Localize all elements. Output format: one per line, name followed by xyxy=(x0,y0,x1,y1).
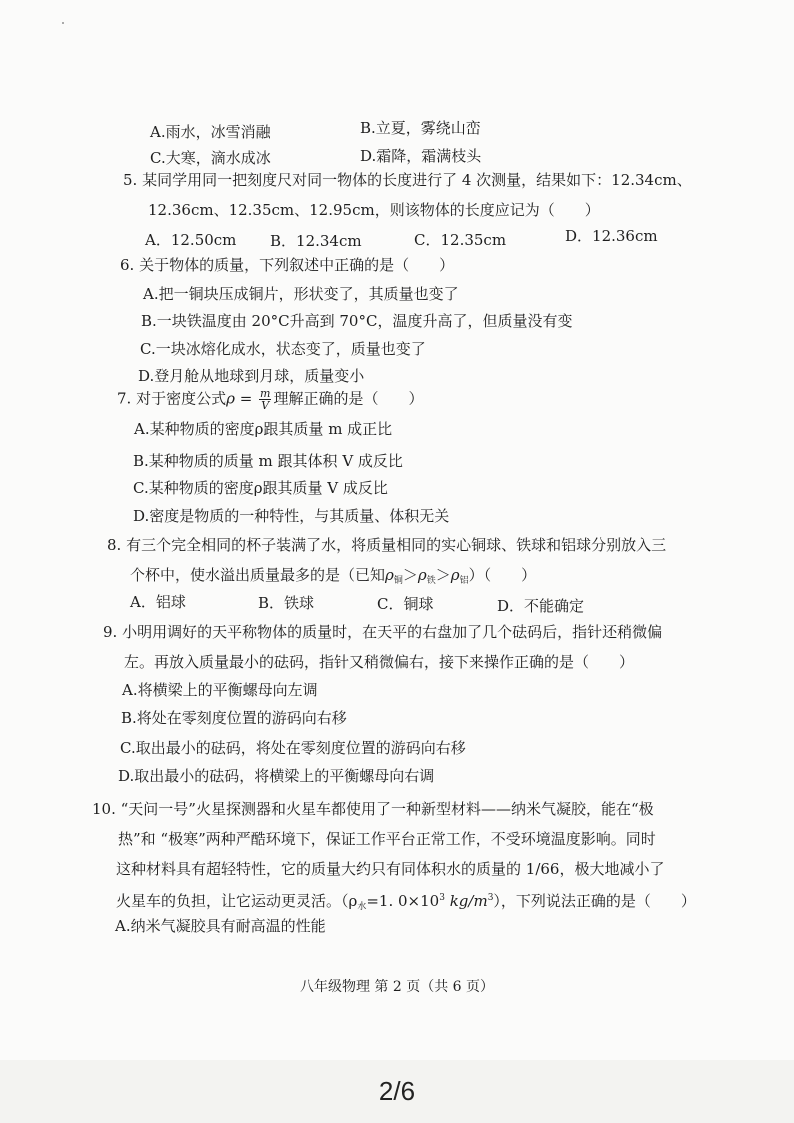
q5-stem-line1: 5. 某同学用同一把刻度尺对同一物体的长度进行了 4 次测量，结果如下：12.34cm、 xyxy=(123,171,692,189)
q9-option-d: D.取出最小的砝码，将横梁上的平衡螺母向右调 xyxy=(118,767,435,785)
q8-option-d: D．不能确定 xyxy=(497,597,585,615)
q7-fraction-numerator: m xyxy=(260,387,271,400)
q8-stem-prefix: 个杯中，使水溢出质量最多的是（已知 xyxy=(130,566,386,584)
q9-option-c: C.取出最小的砝码，将处在零刻度位置的游码向右移 xyxy=(120,739,466,757)
q8-option-a: A．铝球 xyxy=(130,593,186,611)
q8-gt-2: ＞ xyxy=(435,566,451,584)
q4-option-a: A.雨水，冰雪消融 xyxy=(150,123,271,141)
q7-option-b: B.某种物质的质量 m 跟其体积 V 成反比 xyxy=(133,452,403,470)
q8-stem-line2 xyxy=(130,565,536,591)
q10-stem-suffix: ），下列说法正确的是（ ） xyxy=(493,892,696,910)
q4-option-b: B.立夏，雾绕山峦 xyxy=(360,119,481,137)
q6-option-d: D.登月舱从地球到月球，质量变小 xyxy=(138,367,365,385)
scan-speck xyxy=(62,22,64,24)
page-footer: 八年级物理 第 2 页（共 6 页） xyxy=(299,979,495,995)
q7-fraction-denominator: V xyxy=(261,399,270,412)
q9-stem-line2: 左。再放入质量最小的砝码，指针又稍微偏右，接下来操作正确的是（ ） xyxy=(124,653,635,671)
q7-option-c: C.某种物质的密度ρ跟其质量 V 成反比 xyxy=(133,479,388,497)
q7-equals: = xyxy=(234,389,258,408)
q7-option-d: D.密度是物质的一种特性，与其质量、体积无关 xyxy=(133,507,450,525)
q10-density-exponent: 3 xyxy=(439,893,445,903)
q8-stem-line1: 8. 有三个完全相同的杯子装满了水，将质量相同的实心铜球、铁球和铝球分别放入三 xyxy=(107,536,667,554)
q5-option-d: D．12.36cm xyxy=(565,227,658,245)
q8-gt-1: ＞ xyxy=(402,566,418,584)
q7-stem-prefix: 7. 对于密度公式 xyxy=(117,389,227,408)
q8-rho-cu: ρ xyxy=(385,566,394,584)
q8-option-c: C．铜球 xyxy=(377,595,434,613)
q10-stem-prefix: 火星车的负担，让它运动更灵活。（ρ xyxy=(116,892,358,910)
q10-unit-exponent: 3 xyxy=(487,893,494,903)
q7-stem xyxy=(117,388,423,411)
q5-option-c: C．12.35cm xyxy=(414,231,507,249)
q8-rho-fe: ρ xyxy=(417,566,427,584)
q4-option-c: C.大寒，滴水成冰 xyxy=(150,149,271,167)
q5-stem-line2: 12.36cm、12.35cm、12.95cm，则该物体的长度应记为（ ） xyxy=(148,201,600,219)
q6-stem: 6. 关于物体的质量，下列叙述中正确的是（ ） xyxy=(120,256,455,274)
q9-option-b: B.将处在零刻度位置的游码向右移 xyxy=(121,709,347,727)
q8-sub-iron: 铁 xyxy=(426,576,436,586)
q10-water-density-value: =1. 0×10 xyxy=(366,892,440,910)
q7-stem-suffix: 理解正确的是（ ） xyxy=(273,389,424,408)
q5-option-b: B．12.34cm xyxy=(270,232,362,250)
q8-option-b: B．铁球 xyxy=(258,594,315,612)
q10-option-a: A.纳米气凝胶具有耐高温的性能 xyxy=(115,917,326,935)
q6-option-b: B.一块铁温度由 20°C升高到 70°C，温度升高了，但质量没有变 xyxy=(141,312,573,330)
q7-option-a: A.某种物质的密度ρ跟其质量 m 成正比 xyxy=(134,420,393,438)
q8-rho-al: ρ xyxy=(450,566,460,584)
q7-rho-symbol: ρ xyxy=(226,389,235,408)
q4-option-d: D.霜降，霜满枝头 xyxy=(360,147,482,165)
q9-option-a: A.将横梁上的平衡螺母向左调 xyxy=(122,681,318,699)
q8-sub-aluminum: 铝 xyxy=(459,576,469,586)
q8-stem-suffix: ）（ ） xyxy=(468,566,537,584)
q6-option-c: C.一块冰熔化成水，状态变了，质量也变了 xyxy=(140,340,426,358)
q6-option-a: A.把一铜块压成铜片，形状变了，其质量也变了 xyxy=(143,285,459,303)
page-indicator: 2/6 xyxy=(378,1076,416,1106)
q9-stem-line1: 9. 小明用调好的天平称物体的质量时，在天平的右盘加了几个砝码后，指针还稍微偏 xyxy=(103,623,663,641)
q10-stem-line2: 热”和 “极寒”两种严酷环境下，保证工作平台正常工作，不受环境温度影响。同时 xyxy=(118,830,656,848)
q10-stem-line3: 这种材料具有超轻特性，它的质量大约只有同体积水的质量的 1/66，极大地减小了 xyxy=(116,860,665,878)
q10-density-unit: kg/m xyxy=(444,892,488,910)
q10-sub-water: 水 xyxy=(357,902,367,912)
q5-option-a: A．12.50cm xyxy=(145,231,237,249)
q8-sub-copper: 铜 xyxy=(393,576,403,586)
q7-density-fraction xyxy=(259,388,271,411)
q10-stem-line4 xyxy=(116,888,696,917)
q10-stem-line1: 10. “天问一号”火星探测器和火星车都使用了一种新型材料——纳米气凝胶，能在“极 xyxy=(92,800,654,818)
